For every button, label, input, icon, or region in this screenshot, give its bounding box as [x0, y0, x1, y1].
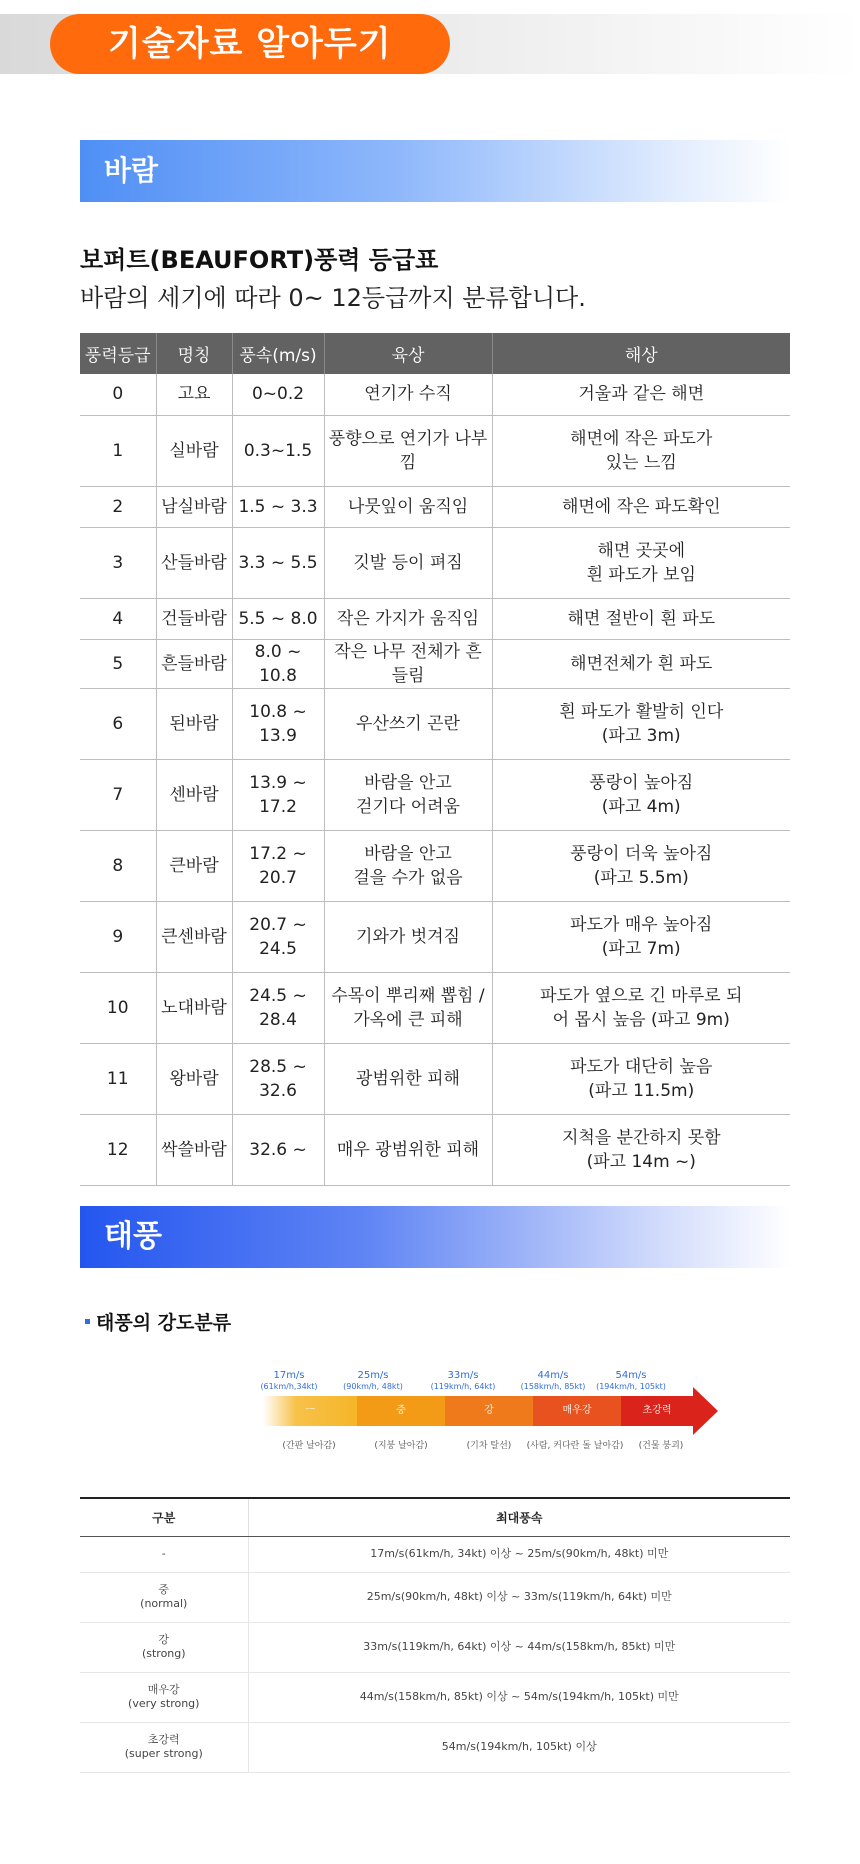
- category-label: 중: [158, 1583, 170, 1596]
- category-cell: [80, 1622, 248, 1672]
- column-header: 명칭: [156, 333, 232, 374]
- sea-cell: [492, 901, 790, 972]
- speed-cell: 32.6 ~: [232, 1114, 324, 1185]
- beaufort-table: [80, 333, 790, 1186]
- land-cell-line: 광범위한 피해: [356, 1068, 460, 1089]
- scale-description: (지붕 날아감): [374, 1441, 428, 1451]
- grade-cell: 4: [80, 598, 156, 639]
- land-cell-line: 풍향으로 연기가 나부낌: [328, 428, 488, 473]
- category-cell: [80, 1672, 248, 1722]
- land-cell: [324, 759, 492, 830]
- sea-cell-line: (파고 4m): [601, 796, 681, 817]
- category-label: 초강력: [147, 1733, 180, 1746]
- sea-cell: [492, 759, 790, 830]
- table-row: [80, 1672, 790, 1722]
- beaufort-table-subtitle: 바람의 세기에 따라 0~ 12등급까지 분류합니다.: [80, 284, 586, 312]
- table-row: [80, 759, 790, 830]
- sea-cell: [492, 374, 790, 415]
- threshold-sub: (119km/h, 64kt): [430, 1382, 496, 1391]
- land-cell-line: 가옥에 큰 피해: [353, 1009, 463, 1030]
- scale-threshold: [513, 1370, 593, 1392]
- sea-cell-line: 파도가 대단히 높음: [570, 1056, 713, 1077]
- arrow-head-icon: [693, 1387, 718, 1435]
- table-row: [80, 1622, 790, 1672]
- grade-cell: 2: [80, 486, 156, 527]
- sea-cell-line: 해면전체가 흰 파도: [570, 653, 713, 674]
- grade-cell: 3: [80, 527, 156, 598]
- name-cell: 큰센바람: [156, 901, 232, 972]
- speed-cell: 28.5 ~ 32.6: [232, 1043, 324, 1114]
- land-cell-line: 바람을 안고: [364, 772, 452, 793]
- bullet-square-icon: [85, 1319, 90, 1324]
- typhoon-intensity-scale: [260, 1370, 723, 1470]
- section-header-typhoon: [80, 1206, 790, 1268]
- beaufort-table-title: 보퍼트(BEAUFORT)풍력 등급표: [80, 246, 439, 274]
- column-header: 해상: [492, 333, 790, 374]
- name-cell: 실바람: [156, 415, 232, 486]
- page-title-pill: [50, 14, 450, 74]
- table-row: [80, 415, 790, 486]
- sea-cell-line: 해면에 작은 파도확인: [561, 496, 721, 517]
- table-row: [80, 374, 790, 415]
- grade-cell: 6: [80, 688, 156, 759]
- speed-cell: 8.0 ~ 10.8: [232, 639, 324, 688]
- sea-cell-line: 해면 절반이 흰 파도: [567, 608, 716, 629]
- speed-cell: 10.8 ~ 13.9: [232, 688, 324, 759]
- land-cell: [324, 1114, 492, 1185]
- land-cell-line: 매우 광범위한 피해: [336, 1139, 480, 1160]
- grade-cell: 11: [80, 1043, 156, 1114]
- sea-cell: [492, 830, 790, 901]
- name-cell: 싹쓸바람: [156, 1114, 232, 1185]
- land-cell-line: 작은 가지가 움직임: [336, 608, 480, 629]
- speed-cell: 20.7 ~ 24.5: [232, 901, 324, 972]
- sea-cell-line: 지척을 분간하지 못함: [561, 1127, 721, 1148]
- name-cell: 남실바람: [156, 486, 232, 527]
- section-title-typhoon: 태풍: [104, 1219, 162, 1254]
- category-label-en: (normal): [140, 1597, 188, 1610]
- category-label-en: (strong): [141, 1647, 186, 1660]
- grade-cell: 0: [80, 374, 156, 415]
- name-cell: 센바람: [156, 759, 232, 830]
- scale-threshold: [249, 1370, 329, 1392]
- speed-cell: 17.2 ~ 20.7: [232, 830, 324, 901]
- category-cell: [80, 1536, 248, 1572]
- name-cell: 고요: [156, 374, 232, 415]
- max-wind-cell: 17m/s(61km/h, 34kt) 이상 ~ 25m/s(90km/h, 48kt) 미만: [248, 1536, 790, 1572]
- sea-cell-line: (파고 14m ~): [586, 1151, 696, 1172]
- table-row: [80, 1572, 790, 1622]
- table-row: [80, 527, 790, 598]
- sea-cell: [492, 1043, 790, 1114]
- land-cell-line: 우산쓰기 곤란: [356, 713, 460, 734]
- table-row: [80, 688, 790, 759]
- table-row: [80, 1722, 790, 1772]
- land-cell-line: 작은 나무 전체가 흔들림: [334, 641, 482, 686]
- land-cell-line: 깃발 등이 펴짐: [353, 552, 463, 573]
- threshold-value: 33m/s: [447, 1370, 479, 1381]
- beaufort-header-row: [80, 333, 790, 374]
- sea-cell: [492, 639, 790, 688]
- threshold-sub: (61km/h,34kt): [260, 1382, 318, 1391]
- scale-segment: 중: [357, 1396, 445, 1426]
- max-wind-cell: 33m/s(119km/h, 64kt) 이상 ~ 44m/s(158km/h, 85kt) 미만: [248, 1622, 790, 1672]
- table-row: [80, 1043, 790, 1114]
- table-row: [80, 901, 790, 972]
- grade-cell: 9: [80, 901, 156, 972]
- speed-cell: 0.3~1.5: [232, 415, 324, 486]
- max-wind-cell: 25m/s(90km/h, 48kt) 이상 ~ 33m/s(119km/h, 64kt) 미만: [248, 1572, 790, 1622]
- page-title: 기술자료 알아두기: [108, 24, 392, 64]
- category-cell: [80, 1572, 248, 1622]
- category-label: 매우강: [147, 1683, 180, 1696]
- land-cell: [324, 972, 492, 1043]
- threshold-sub: (90km/h, 48kt): [343, 1382, 403, 1391]
- speed-cell: 5.5 ~ 8.0: [232, 598, 324, 639]
- sea-cell-line: (파고 3m): [601, 725, 681, 746]
- scale-arrow: [263, 1396, 723, 1426]
- grade-cell: 8: [80, 830, 156, 901]
- typhoon-subhead: [85, 1308, 231, 1335]
- sea-cell: [492, 598, 790, 639]
- section-header-wind: [80, 140, 790, 202]
- speed-cell: 3.3 ~ 5.5: [232, 527, 324, 598]
- sea-cell-line: 파도가 매우 높아짐: [570, 914, 713, 935]
- category-cell: [80, 1722, 248, 1772]
- land-cell: [324, 374, 492, 415]
- sea-cell-line: 풍랑이 높아짐: [589, 772, 694, 793]
- category-label: 강: [158, 1633, 170, 1646]
- name-cell: 노대바람: [156, 972, 232, 1043]
- sea-cell: [492, 486, 790, 527]
- grade-cell: 12: [80, 1114, 156, 1185]
- threshold-value: 17m/s: [273, 1370, 305, 1381]
- grade-cell: 5: [80, 639, 156, 688]
- grade-cell: 7: [80, 759, 156, 830]
- section-title-wind: 바람: [104, 154, 159, 187]
- scale-description: (간판 날아감): [282, 1441, 336, 1451]
- land-cell: [324, 688, 492, 759]
- name-cell: 큰바람: [156, 830, 232, 901]
- land-cell: [324, 639, 492, 688]
- table-row: [80, 1114, 790, 1185]
- scale-description: (건물 붕괴): [638, 1441, 684, 1451]
- scale-threshold: [333, 1370, 413, 1392]
- table-row: [80, 830, 790, 901]
- column-header: 최대풍속: [248, 1498, 790, 1536]
- sea-cell-line: 흰 파도가 활발히 인다: [559, 701, 724, 722]
- speed-cell: 13.9 ~ 17.2: [232, 759, 324, 830]
- land-cell: [324, 415, 492, 486]
- sea-cell: [492, 415, 790, 486]
- scale-segment: 초강력: [621, 1396, 693, 1426]
- grade-cell: 10: [80, 972, 156, 1043]
- threshold-value: 54m/s: [615, 1370, 647, 1381]
- land-cell-line: 걸을 수가 없음: [353, 867, 463, 888]
- sea-cell-line: 어 몹시 높음 (파고 9m): [552, 1009, 730, 1030]
- land-cell-line: 바람을 안고: [364, 843, 452, 864]
- column-header: 육상: [324, 333, 492, 374]
- name-cell: 흔들바람: [156, 639, 232, 688]
- table-row: [80, 598, 790, 639]
- max-wind-cell: 44m/s(158km/h, 85kt) 이상 ~ 54m/s(194km/h, 105kt) 미만: [248, 1672, 790, 1722]
- land-cell-line: 나뭇잎이 움직임: [347, 496, 469, 517]
- sea-cell: [492, 1114, 790, 1185]
- scale-segment: 강: [445, 1396, 533, 1426]
- sea-cell-line: 파도가 옆으로 긴 마루로 되: [540, 985, 743, 1006]
- typhoon-table: [80, 1497, 790, 1773]
- land-cell-line: 걷기다 어려움: [356, 796, 460, 817]
- land-cell: [324, 1043, 492, 1114]
- sea-cell-line: (파고 7m): [601, 938, 681, 959]
- name-cell: 산들바람: [156, 527, 232, 598]
- scale-description: (사람, 커다란 돌 날아감): [526, 1441, 624, 1451]
- category-label: -: [161, 1547, 166, 1560]
- scale-segment: 매우강: [533, 1396, 621, 1426]
- column-header: 풍속(m/s): [232, 333, 324, 374]
- sea-cell-line: (파고 11.5m): [588, 1080, 695, 1101]
- name-cell: 된바람: [156, 688, 232, 759]
- threshold-sub: (194km/h, 105kt): [596, 1382, 666, 1391]
- sea-cell-line: 흰 파도가 보임: [586, 564, 696, 585]
- category-label-en: (super strong): [124, 1747, 203, 1760]
- max-wind-cell: 54m/s(194km/h, 105kt) 이상: [248, 1722, 790, 1772]
- scale-segment: ㅡ: [263, 1396, 357, 1426]
- land-cell: [324, 486, 492, 527]
- land-cell: [324, 527, 492, 598]
- grade-cell: 1: [80, 415, 156, 486]
- table-row: [80, 972, 790, 1043]
- table-row: [80, 486, 790, 527]
- land-cell-line: 기와가 벗겨짐: [356, 926, 460, 947]
- scale-threshold: [423, 1370, 503, 1392]
- sea-cell-line: 풍랑이 더욱 높아짐: [570, 843, 713, 864]
- typhoon-header-row: [80, 1498, 790, 1536]
- sea-cell-line: 거울과 같은 해면: [578, 384, 705, 405]
- scale-description: (기차 탈선): [466, 1441, 512, 1451]
- speed-cell: 1.5 ~ 3.3: [232, 486, 324, 527]
- name-cell: 왕바람: [156, 1043, 232, 1114]
- sea-cell: [492, 688, 790, 759]
- sea-cell: [492, 527, 790, 598]
- land-cell-line: 연기가 수직: [364, 384, 452, 405]
- sea-cell: [492, 972, 790, 1043]
- category-label-en: (very strong): [128, 1697, 200, 1710]
- threshold-sub: (158km/h, 85kt): [520, 1382, 586, 1391]
- column-header: 구분: [80, 1498, 248, 1536]
- threshold-value: 44m/s: [537, 1370, 569, 1381]
- name-cell: 건들바람: [156, 598, 232, 639]
- sea-cell-line: 해면에 작은 파도가: [570, 428, 713, 449]
- land-cell: [324, 901, 492, 972]
- threshold-value: 25m/s: [357, 1370, 389, 1381]
- land-cell-line: 수목이 뿌리째 뽑힘 /: [331, 985, 485, 1006]
- sea-cell-line: 있는 느낌: [605, 452, 677, 473]
- sea-cell-line: 해면 곳곳에: [597, 540, 685, 561]
- scale-threshold: [591, 1370, 671, 1392]
- typhoon-subhead-text: 태풍의 강도분류: [96, 1312, 232, 1334]
- table-row: [80, 1536, 790, 1572]
- table-row: [80, 639, 790, 688]
- speed-cell: 0~0.2: [232, 374, 324, 415]
- sea-cell-line: (파고 5.5m): [593, 867, 689, 888]
- speed-cell: 24.5 ~ 28.4: [232, 972, 324, 1043]
- column-header: 풍력등급: [80, 333, 156, 374]
- land-cell: [324, 830, 492, 901]
- land-cell: [324, 598, 492, 639]
- scale-descriptions: [263, 1438, 723, 1452]
